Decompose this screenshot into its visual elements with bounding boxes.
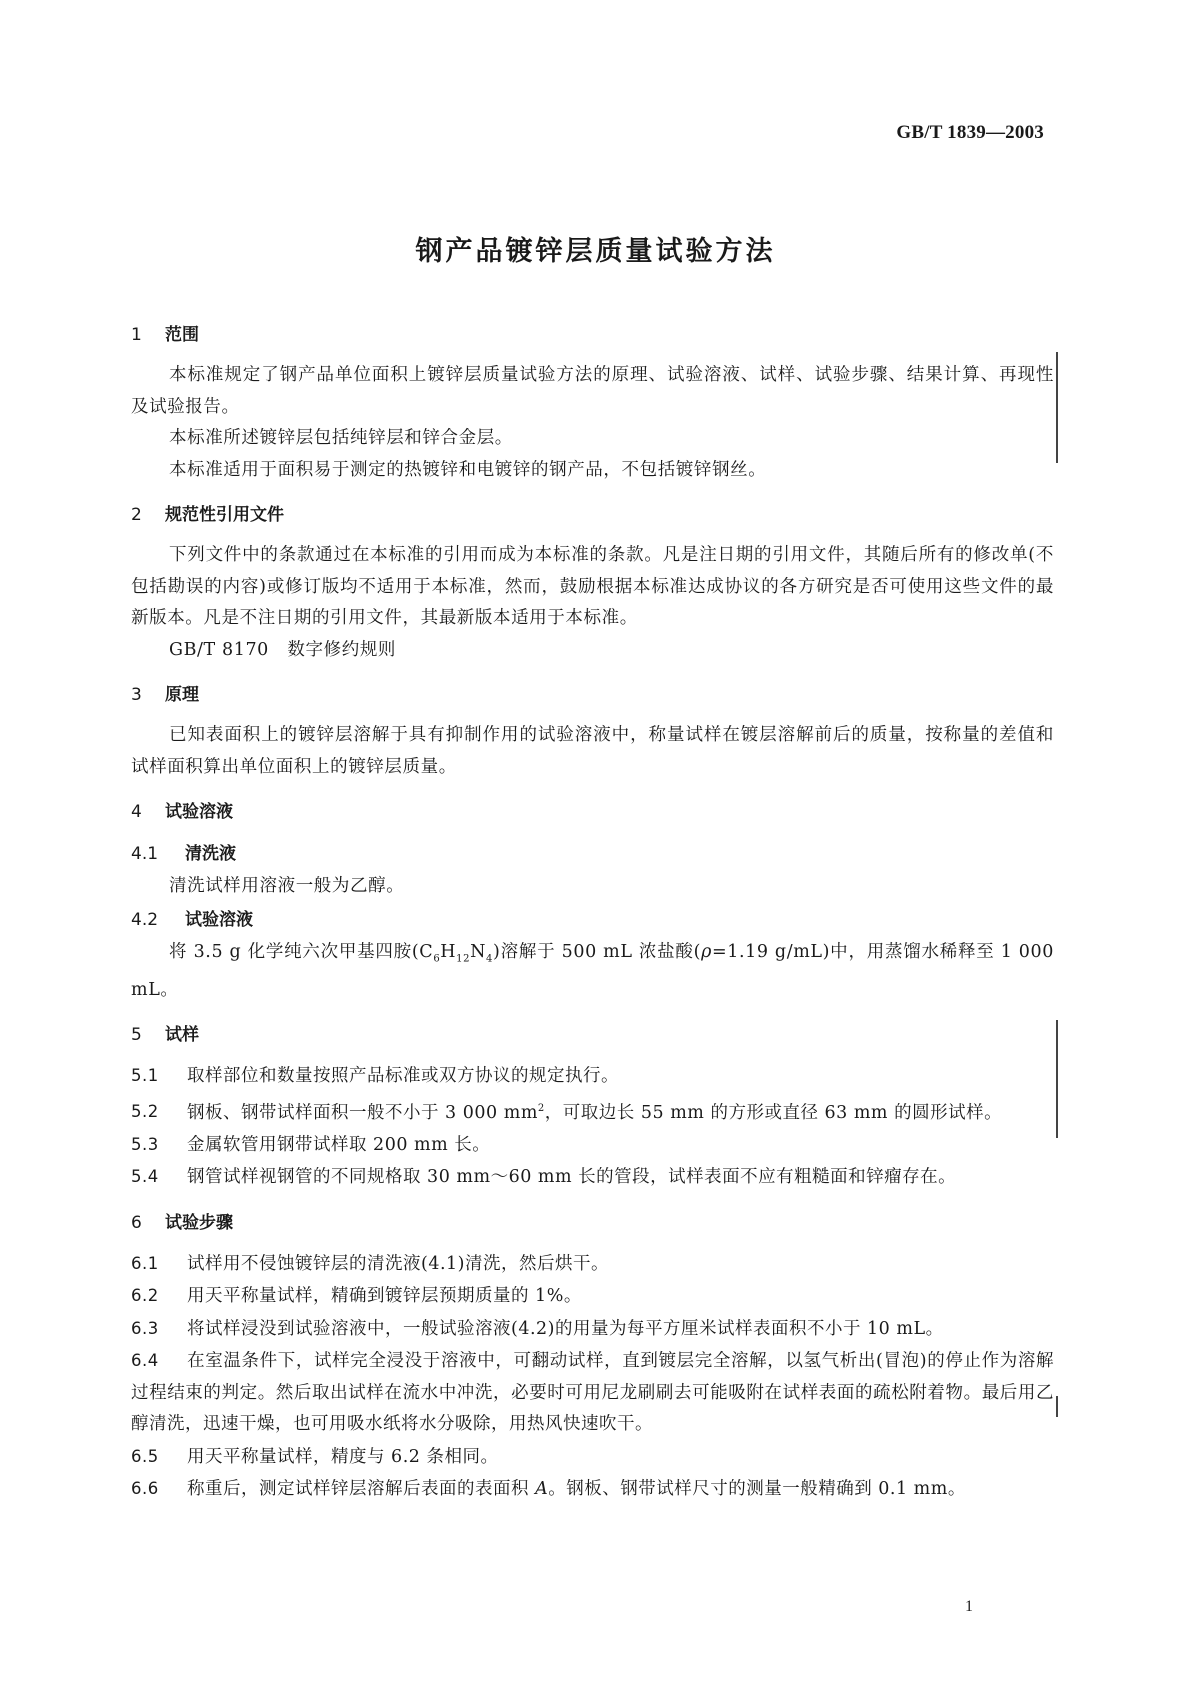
item-text: 将试样浸没到试验溶液中，一般试验溶液(4.2)的用量为每平方厘米试样表面积不小于 10 mL。 (187, 1318, 944, 1339)
subsection-4-1-heading (131, 837, 1054, 871)
list-item (131, 1093, 1054, 1129)
section-3-paragraph: 已知表面积上的镀锌层溶解于具有抑制作用的试验溶液中，称量试样在镀层溶解前后的质量，按称量的差值和试样面积算出单位面积上的镀锌层质量。 (131, 725, 1054, 777)
text-run: 将 3.5 g 化学纯六次甲基四胺(C (169, 941, 434, 962)
normative-reference (131, 635, 1054, 667)
item-number: 6.2 (131, 1286, 159, 1306)
item-text: 在室温条件下，试样完全浸没于溶液中，可翻动试样，直到镀层完全溶解，以氢气析出(冒泡)的停止作为溶解过程结束的判定。然后取出试样在流水中冲洗，必要时可用尼龙刷刷去可能吸附在试样表面的疏松附着物。最后用乙醇清洗，迅速干燥，也可用吸水纸将水分吸除，用热风快速吹干。 (131, 1351, 1054, 1435)
text-run: H (440, 941, 457, 962)
text-run: =1.19 g/mL)中，用蒸馏水稀释至 1 000 mL。 (131, 941, 1055, 1000)
subsection-title: 试验溶液 (185, 909, 253, 930)
section-title: 试验溶液 (165, 802, 233, 822)
rho-symbol: ρ (701, 941, 712, 962)
item-text: 。钢板、钢带试样尺寸的测量一般精确到 0.1 mm。 (548, 1479, 966, 1500)
page-number: 1 (965, 1598, 973, 1615)
section-number: 5 (131, 1025, 142, 1045)
section-2-heading (131, 498, 1054, 532)
subsection-4-2-text (131, 937, 1054, 1007)
item-number: 5.1 (131, 1066, 159, 1085)
section-6-heading (131, 1206, 1054, 1240)
item-number: 6.5 (131, 1446, 159, 1466)
subscript: 4 (486, 953, 493, 964)
text-run: )溶解于 500 mL 浓盐酸( (492, 941, 702, 962)
section-number: 6 (131, 1212, 142, 1233)
item-number: 6.1 (131, 1253, 159, 1273)
section-number: 3 (131, 685, 142, 705)
section-number: 1 (131, 325, 142, 345)
list-item (131, 1441, 1054, 1474)
item-text: 试样用不侵蚀镀锌层的清洗液(4.1)清洗，然后烘干。 (187, 1253, 609, 1274)
reference-code: GB/T 8170 (169, 639, 269, 660)
section-3-heading (131, 678, 1054, 712)
section-title: 试验步骤 (165, 1212, 233, 1233)
item-text: 钢管试样视钢管的不同规格取 30 mm～60 mm 长的管段，试样表面不应有粗糙面和锌瘤存在。 (187, 1167, 957, 1188)
section-4-heading (131, 795, 1054, 829)
list-item (131, 1473, 1054, 1506)
item-text: 用天平称量试样，精度与 6.2 条相同。 (187, 1446, 499, 1467)
subsection-number: 4.1 (131, 844, 159, 864)
subsection-title: 清洗液 (185, 844, 236, 864)
section-number: 4 (131, 802, 142, 822)
section-1-paragraph: 本标准规定了钢产品单位面积上镀锌层质量试验方法的原理、试验溶液、试样、试验步骤、结果计算、再现性及试验报告。 (131, 365, 1054, 417)
document-title: 钢产品镀锌层质量试验方法 (415, 236, 776, 267)
list-item (131, 1060, 1054, 1093)
section-title: 范围 (165, 325, 199, 345)
section-title: 原理 (165, 685, 199, 705)
subsection-4-2-heading (131, 903, 1054, 937)
list-item (131, 1313, 1054, 1346)
list-item (131, 1161, 1054, 1194)
subscript: 6 (433, 953, 441, 964)
item-text: ，可取边长 55 mm 的方形或直径 63 mm 的圆形试样。 (544, 1102, 1003, 1123)
item-number: 6.3 (131, 1318, 159, 1338)
document-body (131, 318, 1054, 1506)
variable-symbol: A (535, 1479, 549, 1500)
item-text: 钢板、钢带试样面积一般不小于 3 000 mm (187, 1102, 538, 1123)
superscript: 2 (537, 1102, 545, 1114)
change-bar (1056, 1020, 1058, 1138)
section-2-paragraph: 下列文件中的条款通过在本标准的引用而成为本标准的条款。凡是注日期的引用文件，其随后所有的修改单(不包括勘误的内容)或修订版均不适用于本标准，然而，鼓励根据本标准达成协议的各方研究是否可使用这些文件的最新版本。凡是不注日期的引用文件，其最新版本适用于本标准。 (131, 545, 1054, 628)
item-text: 金属软管用钢带试样取 200 mm 长。 (187, 1134, 491, 1155)
change-bar (1056, 352, 1058, 463)
section-5-heading (131, 1018, 1054, 1052)
reference-title: 数字修约规则 (287, 639, 397, 660)
item-number: 6.4 (131, 1351, 159, 1371)
list-item (131, 1129, 1054, 1162)
list-item (131, 1280, 1054, 1313)
item-number: 5.2 (131, 1102, 159, 1122)
item-text: 用天平称量试样，精确到镀锌层预期质量的 1%。 (187, 1286, 582, 1307)
standard-code: GB/T 1839—2003 (896, 122, 1044, 143)
subsection-number: 4.2 (131, 909, 159, 930)
section-1-paragraph: 本标准适用于面积易于测定的热镀锌和电镀锌的钢产品，不包括镀锌钢丝。 (169, 459, 767, 480)
list-item (131, 1248, 1054, 1281)
item-number: 5.4 (131, 1167, 159, 1187)
subscript: 12 (456, 953, 471, 964)
list-item (131, 1345, 1054, 1441)
item-text: 取样部位和数量按照产品标准或双方协议的规定执行。 (187, 1066, 619, 1086)
change-bar (1056, 1396, 1058, 1417)
subsection-4-1-text: 清洗试样用溶液一般为乙醇。 (169, 876, 405, 896)
text-run: N (470, 941, 487, 962)
section-1-heading (131, 318, 1054, 352)
section-title: 试样 (165, 1025, 199, 1045)
section-number: 2 (131, 505, 142, 525)
section-title: 规范性引用文件 (165, 505, 284, 525)
item-number: 6.6 (131, 1479, 159, 1499)
item-number: 5.3 (131, 1134, 159, 1154)
item-text: 称重后，测定试样锌层溶解后表面的表面积 (187, 1479, 536, 1500)
section-1-paragraph: 本标准所述镀锌层包括纯锌层和锌合金层。 (169, 428, 513, 448)
